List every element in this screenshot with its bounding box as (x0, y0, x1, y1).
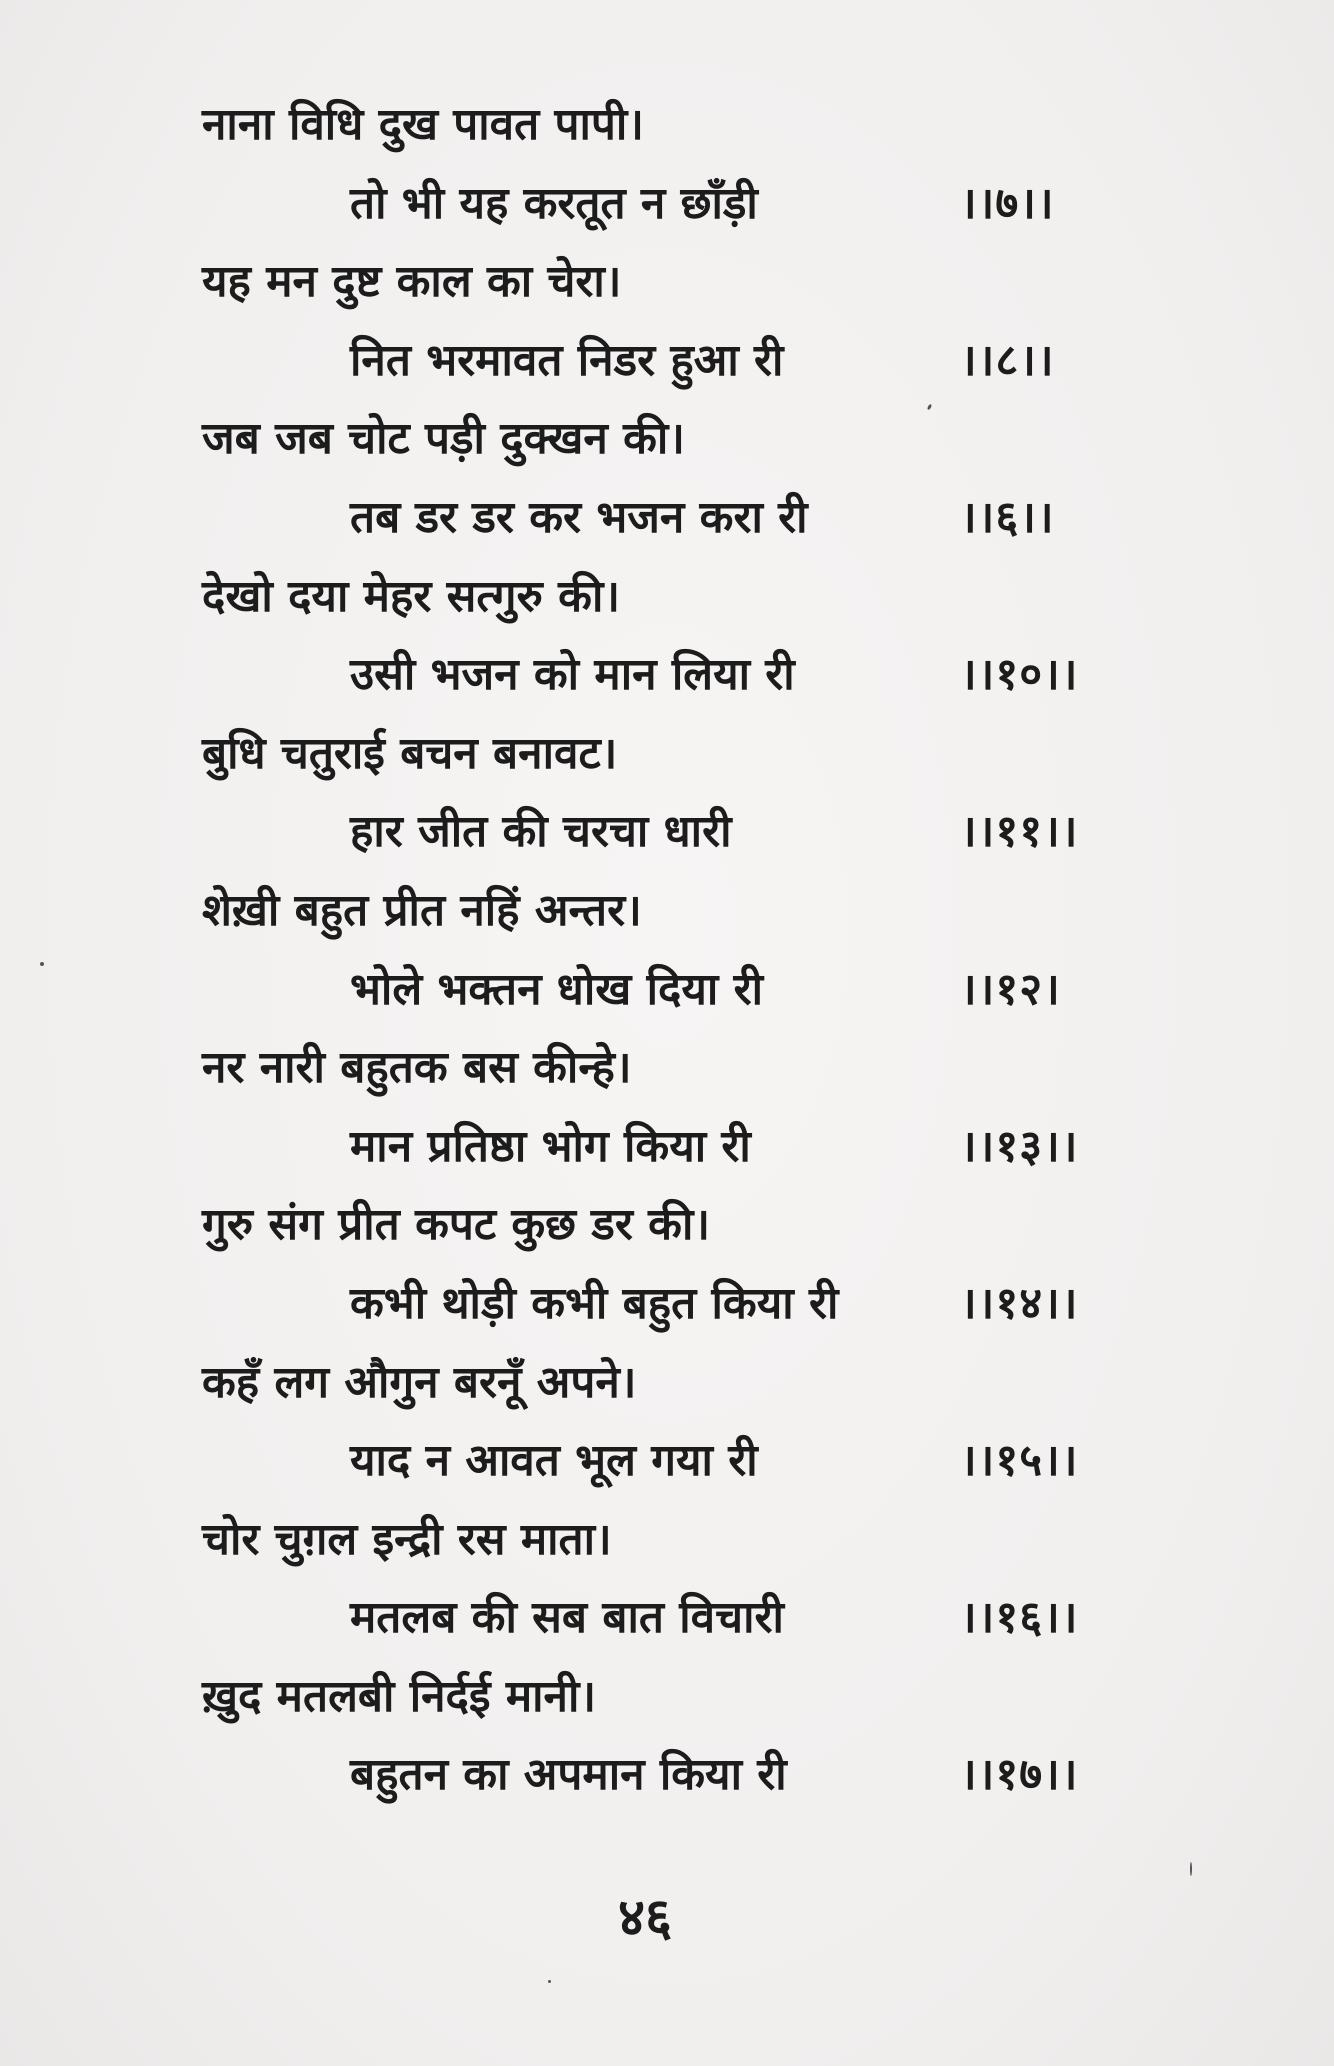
verse-text: भोले भक्तन धोख दिया री (350, 963, 763, 1015)
verse-line (0, 1265, 1334, 1344)
verse-text: याद न आवत भूल गया री (350, 1435, 758, 1487)
verse-line (0, 165, 1334, 244)
verse-text: बहुतन का अपमान किया री (350, 1749, 787, 1801)
verse-number: ।।१४।। (960, 1277, 1079, 1329)
verse-line (0, 1029, 1334, 1108)
verse-number: ।।१७।। (960, 1749, 1079, 1801)
verse-text: ख़ुद मतलबी निर्दई मानी। (202, 1670, 597, 1722)
verse-line (0, 1108, 1334, 1187)
verse-number: ।।११।। (960, 806, 1079, 858)
verse-text: कहँ लग औगुन बरनूँ अपने। (202, 1356, 637, 1408)
verse-text: यह मन दुष्ट काल का चेरा। (202, 256, 622, 308)
verse-text: गुरु संग प्रीत कपट कुछ डर की। (202, 1199, 711, 1251)
page-number: ४६ (617, 1888, 673, 1948)
verse-number: ।।६।। (960, 491, 1055, 543)
verse-line (0, 1658, 1334, 1737)
verse-number: ।।७।। (960, 177, 1055, 229)
verse-line (0, 1186, 1334, 1265)
verse-line (0, 793, 1334, 872)
print-speck (1190, 1862, 1192, 1876)
verse-number: ।।१३।। (960, 1120, 1079, 1172)
verse-block (0, 86, 1334, 1815)
verse-text: तब डर डर कर भजन करा री (350, 491, 808, 543)
verse-line (0, 636, 1334, 715)
verse-number: ।।१०।। (960, 649, 1079, 701)
print-speck (548, 1980, 551, 1983)
verse-text: नर नारी बहुतक बस कीन्हे। (202, 1042, 632, 1094)
verse-line (0, 479, 1334, 558)
verse-text: तो भी यह करतूत न छाँड़ी (350, 177, 758, 229)
verse-text: कभी थोड़ी कभी बहुत किया री (350, 1277, 839, 1329)
verse-text: उसी भजन को मान लिया री (350, 649, 795, 701)
verse-number: ।।१५।। (960, 1435, 1079, 1487)
verse-text: हार जीत की चरचा धारी (350, 806, 732, 858)
verse-line (0, 1501, 1334, 1580)
verse-number: ।।१६।। (960, 1592, 1079, 1644)
verse-number: ।।१२। (960, 963, 1061, 1015)
verse-text: चोर चुग़ल इन्द्री रस माता। (202, 1513, 612, 1565)
verse-line (0, 715, 1334, 794)
verse-line (0, 1344, 1334, 1423)
verse-line (0, 1422, 1334, 1501)
verse-line (0, 558, 1334, 637)
verse-line (0, 86, 1334, 165)
verse-text: नाना विधि दुख पावत पापी। (202, 99, 644, 150)
verse-text: मान प्रतिष्ठा भोग किया री (350, 1120, 751, 1172)
verse-line (0, 951, 1334, 1030)
verse-line (0, 243, 1334, 322)
verse-line (0, 1579, 1334, 1658)
verse-text: मतलब की सब बात विचारी (350, 1592, 784, 1644)
verse-line (0, 1736, 1334, 1815)
verse-number: ।।८।। (960, 334, 1055, 386)
print-speck (40, 962, 44, 966)
verse-text: शेख़ी बहुत प्रीत नहिं अन्तर। (202, 884, 642, 936)
verse-text: नित भरमावत निडर हुआ री (350, 334, 784, 386)
verse-line (0, 872, 1334, 951)
verse-text: देखो दया मेहर सत्गुरु की। (202, 570, 621, 622)
verse-text: बुधि चतुराई बचन बनावट। (202, 727, 618, 779)
verse-line (0, 400, 1334, 479)
verse-text: जब जब चोट पड़ी दुक्खन की। (202, 413, 685, 465)
verse-line (0, 322, 1334, 401)
